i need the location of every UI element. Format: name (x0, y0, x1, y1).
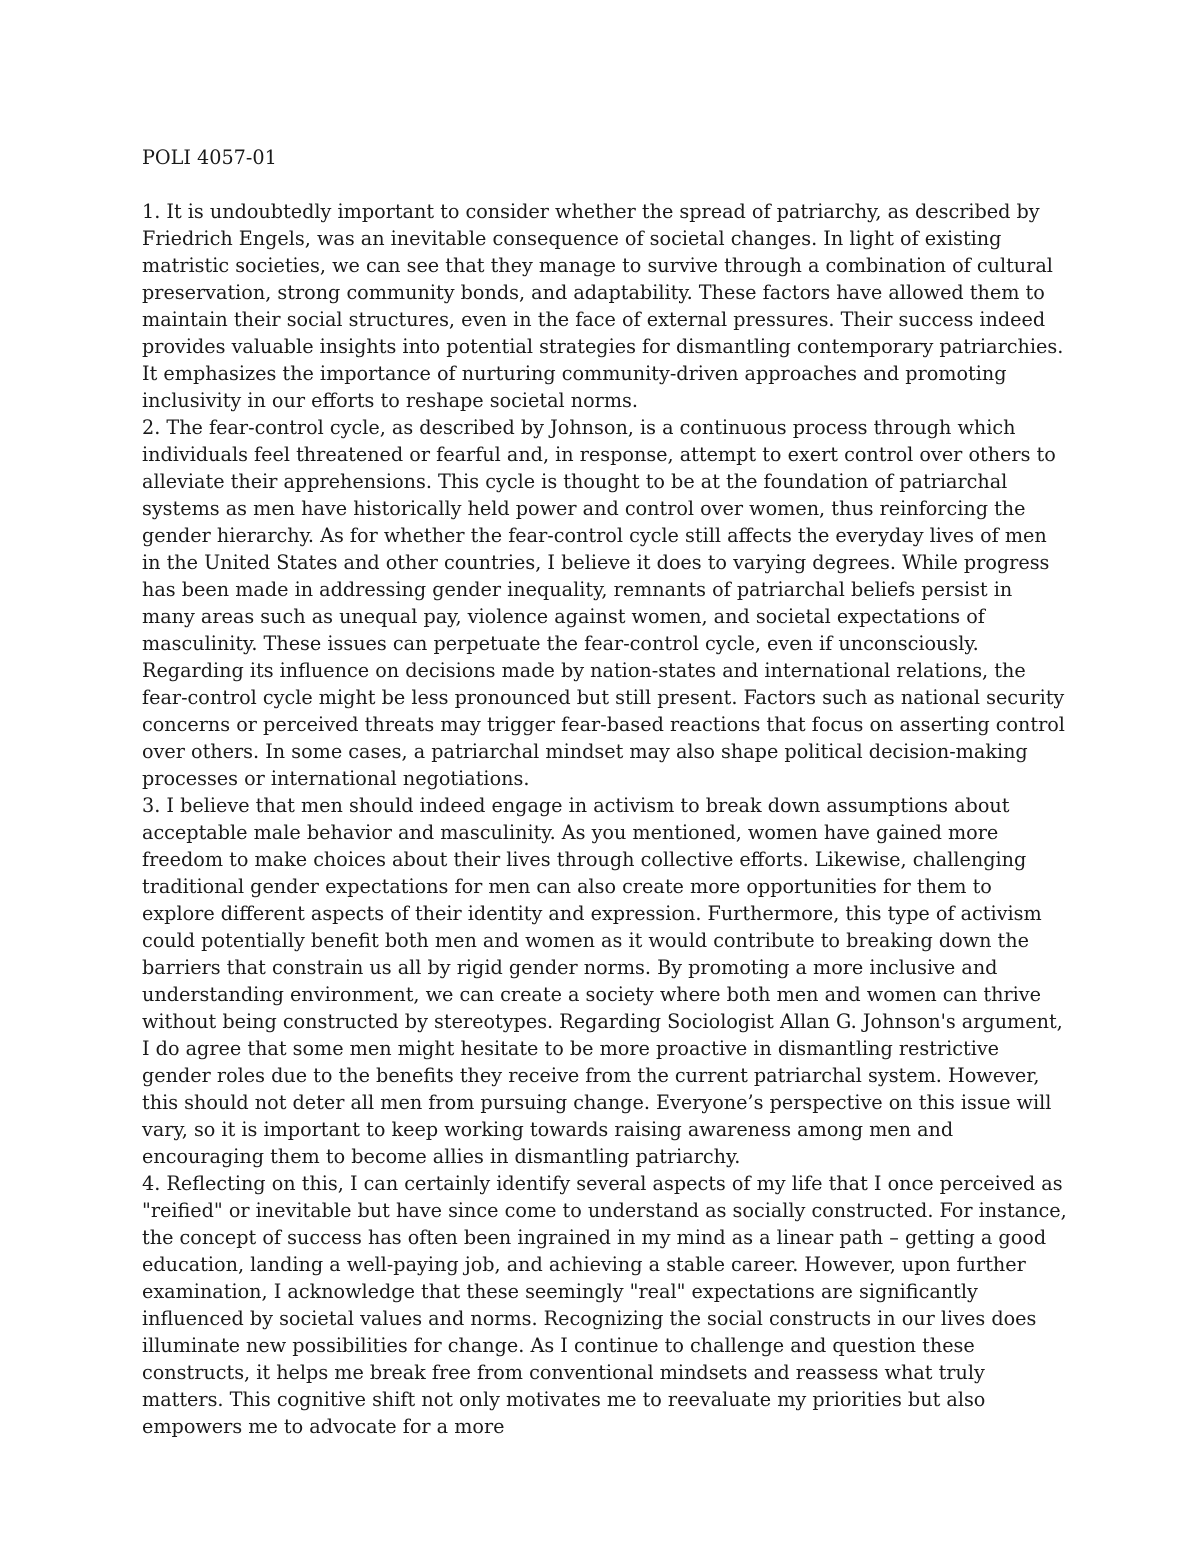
answer-4: 4. Reflecting on this, I can certainly identify several aspects of my life that I once perceived as "reified" or inevitable but have since come to understand as socially constructed. For instance, the concept of success has often been ingrained in my mind as a linear path – getting a good education, landing a well-paying job, and achieving a stable career. However, upon further examination, I acknowledge that these seemingly "real" expectations are significantly influenced by societal values and norms. Recognizing the social constructs in our lives does illuminate new possibilities for change. As I continue to challenge and question these constructs, it helps me break free from conventional mindsets and reassess what truly matters. This cognitive shift not only motivates me to reevaluate my priorities but also empowers me to advocate for a more (142, 1172, 1067, 1438)
document-body (142, 144, 1067, 1440)
answer-2: 2. The fear-control cycle, as described by Johnson, is a continuous process through which individuals feel threatened or fearful and, in response, attempt to exert control over others to alleviate their apprehensions. This cycle is thought to be at the foundation of patriarchal systems as men have historically held power and control over women, thus reinforcing the gender hierarchy. As for whether the fear-control cycle still affects the everyday lives of men in the United States and other countries, I believe it does to varying degrees. While progress has been made in addressing gender inequality, remnants of patriarchal beliefs persist in many areas such as unequal pay, violence against women, and societal expectations of masculinity. These issues can perpetuate the fear-control cycle, even if unconsciously. Regarding its influence on decisions made by nation-states and international relations, the fear-control cycle might be less pronounced but still present. Factors such as national security concerns or perceived threats may trigger fear-based reactions that focus on asserting control over others. In some cases, a patriarchal mindset may also shape political decision-making processes or international negotiations. (142, 416, 1065, 790)
answer-3: 3. I believe that men should indeed engage in activism to break down assumptions about acceptable male behavior and masculinity. As you mentioned, women have gained more freedom to make choices about their lives through collective efforts. Likewise, challenging traditional gender expectations for men can also create more opportunities for them to explore different aspects of their identity and expression. Furthermore, this type of activism could potentially benefit both men and women as it would contribute to breaking down the barriers that constrain us all by rigid gender norms. By promoting a more inclusive and understanding environment, we can create a society where both men and women can thrive without being constructed by stereotypes. Regarding Sociologist Allan G. Johnson's argument, I do agree that some men might hesitate to be more proactive in dismantling restrictive gender roles due to the benefits they receive from the current patriarchal system. However, this should not deter all men from pursuing change. Everyone’s perspective on this issue will vary, so it is important to keep working towards raising awareness among men and encouraging them to become allies in dismantling patriarchy. (142, 794, 1063, 1168)
course-code: POLI 4057-01 (142, 146, 277, 169)
answer-1: 1. It is undoubtedly important to consider whether the spread of patriarchy, as described by Friedrich Engels, was an inevitable consequence of societal changes. In light of existing matristic societies, we can see that they manage to survive through a combination of cultural preservation, strong community bonds, and adaptability. These factors have allowed them to maintain their social structures, even in the face of external pressures. Their success indeed provides valuable insights into potential strategies for dismantling contemporary patriarchies. It emphasizes the importance of nurturing community-driven approaches and promoting inclusivity in our efforts to reshape societal norms. (142, 200, 1064, 412)
